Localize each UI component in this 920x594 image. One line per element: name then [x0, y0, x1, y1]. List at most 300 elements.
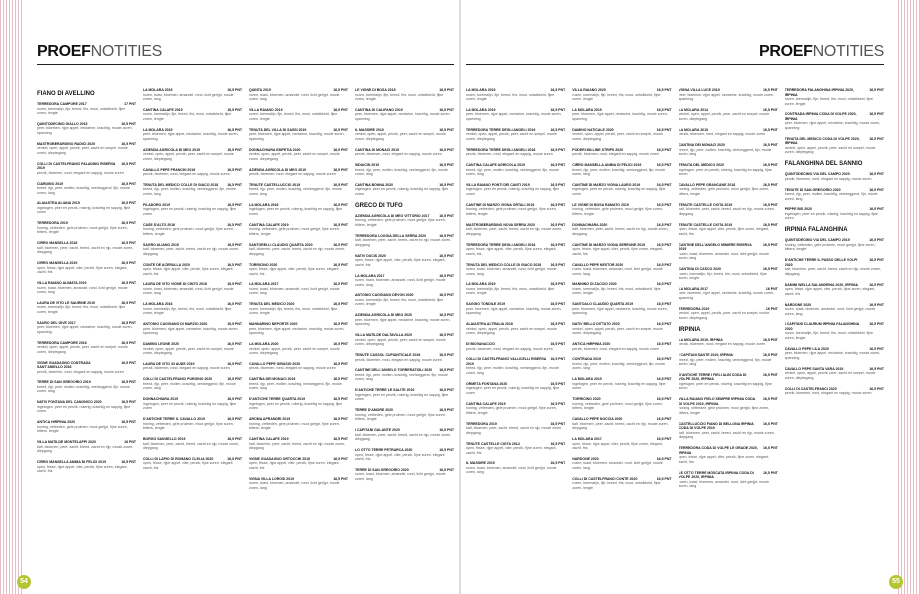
- wine-name: LA MOLARA 2019: [572, 107, 602, 112]
- wine-entry: [37, 341, 136, 355]
- wine-entry: [679, 108, 778, 122]
- tasting-note: honing, vettreden, gele pruimen, mooi gerijpt, fijne zuren, bitters, lengte: [143, 227, 234, 236]
- wine-entry: [466, 342, 565, 351]
- wine-entry: [466, 442, 565, 456]
- wine-name: TENUTA DEL MEDICO COLLE DI GIACO 2018: [143, 182, 219, 187]
- wine-score: 16,5 PNT: [333, 476, 348, 481]
- wine-entry: [37, 261, 136, 275]
- tasting-note: rozen, toast, bloemen, amandel, rond, licht gerijpt, mooie zuren, lang: [143, 92, 234, 101]
- tasting-note: perzik, bloemen, rond, elegant en sappig, mooie zuren: [572, 152, 659, 157]
- wine-entry-header: [785, 112, 884, 121]
- wine-name: LA MOLARA 2017: [572, 437, 602, 442]
- wine-name: LA MOLARA 2019: [143, 88, 173, 92]
- wine-score: 16,5 PNT: [656, 127, 672, 132]
- wine-score: 16,5 PNT: [656, 182, 672, 187]
- wine-score: 16,5 PNT: [656, 357, 672, 362]
- wine-name: TERREDORA TERRE DEGLI ANGELI 2018: [466, 147, 536, 152]
- wine-name: MANNARINO NEPORTE 2020: [249, 322, 298, 327]
- page-header: [759, 43, 884, 63]
- wine-name: LAURA DE VITO VIGNE DI CINTO 2018: [143, 282, 207, 287]
- wine-entry: [355, 468, 454, 482]
- wine-score: 16,5 PNT: [869, 322, 884, 327]
- wine-score: 16,5 PNT: [227, 417, 242, 422]
- tasting-note: venkel, open, appel, perzik, peer, zacht en soepel, mooie zuren, dieptegang: [249, 346, 340, 356]
- wine-entry: [466, 422, 565, 436]
- tasting-note: honing, vettreden, gele pruimen, mooi gerijpt, fijne zuren, bitters, lengte: [249, 421, 340, 431]
- wine-entry: [37, 380, 136, 394]
- wine-score: 16,5 PNT: [227, 182, 242, 187]
- wine-score: 16,5 PNT: [333, 262, 348, 267]
- wine-name: TENUTA DEL MEDICO CODA DI VOLPE 2020, IRPINIA: [784, 136, 860, 146]
- tasting-note: kalf, bloemen, peer, zacht, breed, zacht en rijp, mooie zuren, diepgang: [37, 245, 134, 255]
- wine-entry: [355, 353, 454, 362]
- wine-name: CONTRADA IRPINIA CODA DI VOLPE 2020, IRPINIA: [784, 112, 857, 121]
- tasting-note: honing, vettreden, gele pruimen, mooi gerijpt, fijne zuren, bitters, lengte: [784, 242, 876, 252]
- section-heading: IRPINIA FALANGHINA: [784, 227, 848, 234]
- wine-name: NATIV DUCIS 2020: [355, 253, 386, 258]
- wine-name: MASTROBERARDINO NOVA SERRA 2020: [466, 222, 535, 227]
- wine-entry: [572, 148, 671, 157]
- wine-name: CANTINA DEI MONACI 2020: [678, 143, 725, 148]
- wine-score: 16,5 PNT: [550, 182, 566, 187]
- wine-score: 16,5 PNT: [550, 127, 566, 132]
- wine-score: 16,5 PNT: [439, 408, 454, 413]
- wine-score: 16,5 PNT: [439, 368, 454, 373]
- wine-name: ANTONIO CAGGIANO DEVON 2020: [355, 293, 414, 298]
- wine-score: 16,5 PNT: [656, 222, 672, 227]
- wine-score: 16,5 PNT: [762, 143, 778, 148]
- wine-entry: [572, 128, 671, 142]
- wine-score: 16,5 PNT: [439, 428, 454, 433]
- wine-name: SAURO DEL GIVE 2017: [37, 320, 76, 325]
- wine-score: 16,5 PNT: [439, 388, 454, 393]
- wine-entry: [466, 163, 565, 177]
- wine-name: CANTINE DI MARZO VIGNA LAURO 2019: [572, 182, 641, 187]
- wine-entry: [679, 397, 778, 415]
- tasting-note: breed, rijp, peer, mollen, krachtig, veelzeggend, fijn, mooie zuren, lang: [784, 192, 878, 201]
- wine-score: 16,5 PNT: [656, 342, 672, 347]
- wine-name: CANTINA CALAFE AGRICOLA 2019: [466, 163, 525, 168]
- wine-entry: [249, 88, 348, 102]
- wine-entry: [249, 168, 348, 177]
- wine-name: VILLA RAIANO 2020: [572, 88, 606, 92]
- header-bold: PROEF: [758, 43, 813, 60]
- wine-entry: [679, 338, 778, 347]
- wine-name: MANNINO DI ZACCIO 2020: [572, 282, 617, 287]
- wine-score: 16,5 PNT: [439, 88, 454, 92]
- wine-name: CANTINE DI MARZO VIGNA ORTALI 2019: [466, 202, 535, 207]
- wine-score: 16,5 PNT: [869, 258, 884, 263]
- wine-entry: [572, 243, 671, 257]
- wine-score: 16,5 PNT: [121, 241, 136, 246]
- wine-score: 16,5 PNT: [656, 147, 672, 152]
- wine-score: 16,5 PNT: [762, 107, 778, 112]
- wine-name: CASTELLUCCIO FIANO DI BELLONA IRPINIA CODA DI VOLPE 2019: [678, 421, 754, 431]
- wine-entry: [785, 188, 884, 202]
- wine-entry-header: [679, 243, 778, 252]
- tasting-note: ingetogen, peer en perzik, rokerig, krachtig en sappig, fijne zuren: [466, 386, 560, 395]
- wine-score: 16,5 PNT: [762, 421, 778, 426]
- wine-entry: [355, 333, 454, 347]
- wine-name: CAVALLO PEPE LILA 2020: [784, 346, 829, 351]
- wine-entry: [37, 182, 136, 196]
- wine-name: VILLA RAIANO 2019: [249, 107, 283, 112]
- wine-score: 16,5 PNT: [439, 333, 454, 338]
- tasting-note: rozen, toermalijn, fijn, breed, fris, mooi, ontwikkeld, fijne zuren, lengte: [143, 306, 232, 316]
- tasting-note: perzik, bloemen, rond, elegant en sappig, mooie zuren: [37, 170, 124, 175]
- wine-name: TERREDORA CAMPORE 2016: [37, 340, 87, 345]
- wine-entry: [355, 428, 454, 442]
- wine-name: LAURA DE VITO LE SAURINE 2019: [37, 300, 95, 305]
- wine-entry: [249, 477, 348, 491]
- wine-entry: [143, 88, 242, 102]
- tasting-note: peer, bloemen, rijpe appel, nectarine, krachtig, mooie zuren, spanning: [355, 112, 451, 121]
- tasting-note: rozen, toermalijn, fijn, breed, fris, mooi, ontwikkeld, fijne zuren, lengte: [572, 286, 661, 296]
- wine-name: SANTOALO CLAUDIO QUARTA 2019: [572, 302, 634, 307]
- tasting-note: perzik, bloemen, rond, elegant en sappig, mooie zuren: [355, 357, 442, 362]
- wine-entry: [37, 420, 136, 434]
- wine-name: LA MOLARA 2016: [143, 302, 173, 307]
- wine-entry: [37, 361, 136, 375]
- column: [143, 88, 242, 576]
- wine-entry: [249, 302, 348, 316]
- wine-name: CIRRO MANSELLA ANIMA DI FELICI 2019: [572, 163, 642, 168]
- tasting-note: ingetogen, peer en perzik, rokerig, krachtig en sappig, fijne zuren: [678, 381, 772, 391]
- section-heading: FIANO DI AVELLINO: [37, 91, 95, 97]
- wine-name: COLLI DI CASTELFRANCI VALLICELLI RISERVA 2019: [466, 357, 547, 366]
- page-number: 55: [889, 575, 903, 589]
- wine-entry: [355, 128, 454, 142]
- column-area: [466, 88, 884, 576]
- wine-score: 16,5 PNT: [762, 446, 778, 451]
- wine-name: TERRE D'AMORE 2020: [355, 408, 393, 413]
- wine-score: 16,5 PNT: [656, 322, 672, 327]
- wine-name: CIRRO MANSELLA 2019: [37, 261, 78, 266]
- wine-entry: [143, 128, 242, 142]
- wine-entry: [679, 353, 778, 367]
- wine-name: CONTE DE ACERULLA 2020: [143, 262, 190, 267]
- tasting-note: venkel, open, appel, perzik, peer, zacht en soepel, mooie zuren, dieptegang: [678, 311, 770, 320]
- wine-entry: [37, 400, 136, 414]
- wine-name: LA MOLARA 2019: [572, 377, 602, 382]
- wine-score: 16,5 PNT: [227, 222, 242, 227]
- wine-score: 16,5 PNT: [656, 202, 672, 207]
- wine-score: 16,5 PNT: [550, 202, 566, 207]
- wine-score: 16,5 PNT: [656, 282, 672, 287]
- wine-name: LA MOLARA 2017: [678, 286, 708, 291]
- tasting-note: honing, vettreden, gele pruimen, mooi gerijpt, fijne zuren, bitters, lengte: [678, 406, 770, 415]
- wine-entry: [249, 322, 348, 336]
- tasting-note: honing, vettreden, gele pruimen, mooi gerijpt, fijne zuren, bitters, lengte: [678, 187, 770, 196]
- tasting-note: venkel, open, appel, perzik, peer, zacht en soepel, mooie zuren, dieptegang: [784, 145, 876, 155]
- wine-name: DAMINO LEONE 2020: [143, 342, 179, 347]
- tasting-note: rozen, toast, bloemen, amandel, rond, licht gerijpt, mooie zuren, lang: [355, 278, 446, 287]
- wine-score: 16,5 PNT: [869, 366, 884, 371]
- wine-name: VIGNA VILLA LOROSI 2019: [249, 476, 295, 481]
- wine-score: 16,5 PNT: [550, 421, 566, 426]
- wine-entry-header: [785, 88, 884, 97]
- wine-score: 16,5 PNT: [121, 281, 136, 286]
- tasting-note: ingetogen, peer en perzik, rokerig, krachtig en sappig, fijne zuren: [143, 207, 237, 216]
- wine-entry: [143, 342, 242, 356]
- wine-name: VILLA MATILDE DALTAVILLA 2020: [355, 333, 413, 338]
- tasting-note: kalf, bloemen, peer, zacht, breed, zacht en rijp, mooie zuren, diepgang: [249, 247, 346, 256]
- wine-entry: [466, 148, 565, 157]
- tasting-note: breed, rijp, peer, mollen, krachtig, veelzeggend, fijn, mooie zuren, lang: [572, 167, 666, 177]
- wine-name: PEPPE BIS 2020: [784, 207, 812, 212]
- wine-score: 16,5 PNT: [439, 213, 454, 218]
- wine-entry-header: [679, 397, 778, 406]
- wine-entry: [249, 417, 348, 431]
- tasting-note: open, frisse, rijpe appel, vlier, perzik, fijne zuren, elegant, zacht, fris: [466, 446, 557, 455]
- wine-name: LAURA DE VITO 33 AUDE 2019: [143, 361, 195, 366]
- wine-entry: [679, 373, 778, 391]
- wine-entry: [143, 263, 242, 277]
- wine-name: QUINTODECIMO VIA DEL CAMPO 2019: [784, 238, 850, 243]
- wine-score: 16,5 PNT: [656, 242, 672, 247]
- tasting-note: open, frisse, rijpe appel, vlier, perzik, fijne zuren, elegant, zacht, fris: [572, 247, 663, 256]
- wine-entry: [466, 357, 565, 375]
- wine-entry: [785, 112, 884, 130]
- wine-entry: [572, 183, 671, 197]
- wine-score: 16,5 PNT: [121, 121, 136, 126]
- tasting-note: breed, rijp, peer, mollen, krachtig, veelzeggend, fijn, mooie zuren, lang: [355, 372, 448, 382]
- wine-score: 16,5 PNT: [333, 127, 348, 132]
- tasting-note: perzik, bloemen, rond, elegant en sappig, mooie zuren: [249, 366, 336, 371]
- tasting-note: breed, rijp, peer, mollen, krachtig, veelzeggend, fijn, mooie zuren, lang: [572, 361, 666, 371]
- tasting-note: kalf, bloemen, peer, zacht, breed, zacht en rijp, mooie zuren, diepgang: [572, 227, 669, 236]
- wine-name: TERREDORA LOGGIA DELLA SERRA 2020: [355, 233, 427, 238]
- wine-score: 16,5 PNT: [869, 172, 884, 177]
- wine-entry: [249, 263, 348, 277]
- wine-entry: [466, 183, 565, 197]
- wine-name: LA MOLARA 2016: [249, 202, 279, 207]
- tasting-note: rozen, toast, bloemen, amandel, rond, licht gerijpt, mooie zuren, lang: [355, 472, 446, 481]
- wine-score: 16,5 PNT: [227, 342, 242, 347]
- wine-name: I CAPITANI CLAURUM IRPINIA FALANGHINA 2020: [784, 322, 860, 331]
- tasting-note: kalf, bloemen, peer, zacht, breed, zacht en rijp, mooie zuren, diepgang: [143, 247, 240, 256]
- wine-score: 16,5 PNT: [550, 342, 566, 347]
- wine-score: 16,5 PNT: [869, 187, 884, 192]
- wine-entry-header: [679, 373, 778, 382]
- tasting-note: breed, rijp, peer, mollen, krachtig, veelzeggend, fijn, mooie zuren, lang: [37, 384, 130, 394]
- wine-name: CAVALLO PEPE GIRASIO 2020: [249, 361, 301, 366]
- wine-entry: [572, 302, 671, 316]
- wine-name: TERREDORA TERRE DEGLI ANGELI 2019: [466, 127, 536, 132]
- tasting-note: ingetogen, peer en perzik, rokerig, krachtig en sappig, fijne zuren: [466, 187, 560, 196]
- column: [572, 88, 671, 576]
- tasting-note: open, frisse, rijpe appel, vlier, perzik, fijne zuren, elegant, zacht, fris: [678, 455, 769, 464]
- wine-entry: [37, 460, 136, 474]
- wine-name: ANTICA HIRPINIA 2020: [572, 342, 611, 347]
- wine-score: 16,5 PNT: [333, 437, 348, 442]
- wine-score: 16,5 PNT: [121, 201, 136, 206]
- tasting-note: perzik, bloemen, rond, elegant en sappig, mooie zuren: [572, 346, 659, 351]
- wine-score: 16,5 PNT: [227, 456, 242, 461]
- wine-entry: [572, 108, 671, 122]
- tasting-note: peer, bloemen, rijpe appel, nectarine, krachtig, mooie zuren, spanning: [37, 325, 133, 334]
- tasting-note: breed, rijp, peer, mollen, krachtig, veelzeggend, fijn, mooie zuren, lang: [249, 381, 342, 391]
- tasting-note: rozen, toermalijn, fijn, breed, fris, mooi, ontwikkeld, fijne zuren, lengte: [678, 271, 767, 281]
- tasting-note: kalf, bloemen, peer, zacht, breed, zacht en rijp, mooie zuren, diepgang: [355, 238, 452, 247]
- section-heading: FALANGHINA DEL SANNIO: [784, 161, 863, 168]
- wine-entry: [355, 293, 454, 307]
- wine-score: 16,5 PNT: [333, 342, 348, 347]
- wine-entry: [679, 267, 778, 281]
- wine-score: 16,5 PNT: [121, 320, 136, 325]
- wine-entry: [355, 88, 454, 102]
- wine-name: D'ANTICHE TERRE QUARTA 2019: [249, 397, 306, 402]
- tasting-note: ingetogen, peer en perzik, rokerig, krachtig en sappig, fijne zuren: [143, 401, 237, 411]
- wine-score: 16,5 PNT: [439, 233, 454, 238]
- wine-name: CIRRO MANSELLA ANIMA DI FELICI 2019: [37, 460, 107, 465]
- wine-name: LA MOLARA 2017: [355, 273, 385, 278]
- wine-score: 16,5 PNT: [121, 380, 136, 385]
- tasting-note: rozen, toast, bloemen, amandel, rond, licht gerijpt, mooie zuren, lang: [784, 307, 876, 316]
- page-edge-stripes: [0, 0, 22, 594]
- tasting-note: ingetogen, peer en perzik, rokerig, krachtig en sappig, fijne zuren: [355, 392, 449, 402]
- tasting-note: rozen, toast, bloemen, amandel, rond, licht gerijpt, mooie zuren, lang: [143, 286, 234, 296]
- wine-score: 16,5 PNT: [333, 322, 348, 327]
- wine-name: QUINTA 2019: [249, 88, 271, 92]
- tasting-note: rozen, toermalijn, fijn, breed, fris, mooi, ontwikkeld, fijne zuren, lengte: [37, 106, 126, 115]
- wine-entry-header: [143, 417, 242, 422]
- wine-score: 16,5 PNT: [333, 456, 348, 461]
- wine-entry: [572, 203, 671, 217]
- wine-name: D'ANTICHE TERRE I FIELI ALBI CODA DI VOLPE 2020, IRPINIA: [678, 372, 747, 382]
- column: [785, 88, 884, 576]
- wine-entry: [355, 108, 454, 122]
- wine-name: LA MOLARA 2019: [466, 107, 496, 112]
- wine-entry: [572, 282, 671, 296]
- tasting-note: kalf, bloemen, peer, zacht, breed, zacht en rijp, mooie zuren, diepgang: [37, 444, 134, 454]
- wine-name: TENUTE CASTELLE CIGTA 2014: [466, 441, 520, 446]
- tasting-note: peer, bloemen, rijpe appel, nectarine, krachtig, mooie zuren, spanning: [678, 291, 774, 300]
- wine-score: 16,5 PNT: [121, 420, 136, 425]
- wine-entry: [572, 397, 671, 411]
- tasting-note: venkel, open, appel, perzik, peer, zacht en soepel, mooie zuren, dieptegang: [355, 337, 446, 347]
- wine-score: 16,5 PNT: [550, 302, 566, 307]
- tasting-note: venkel, open, appel, perzik, peer, zacht en soepel, mooie zuren, dieptegang: [466, 326, 557, 336]
- wine-entry: [355, 254, 454, 268]
- wine-score: 16,5 PNT: [227, 107, 242, 112]
- tasting-note: ingetogen, peer en perzik, rokerig, krachtig en sappig, fijne zuren: [249, 401, 343, 411]
- wine-entry: [572, 477, 671, 491]
- header-rule: [37, 64, 454, 65]
- wine-entry: [143, 437, 242, 451]
- tasting-note: breed, rijp, peer, mollen, krachtig, veelzeggend, fijn, mooie zuren, lang: [249, 187, 342, 196]
- wine-score: 16,5 PNT: [121, 181, 136, 186]
- wine-name: TENUTE CASTELLE CIGTA 2019: [678, 222, 733, 227]
- wine-name: D'ANTICHE TERRE LE SALITE 2019: [355, 388, 415, 393]
- wine-score: 16,5 PNT: [656, 377, 672, 382]
- wine-entry: [355, 448, 454, 462]
- wine-entry: [679, 163, 778, 177]
- wine-score: 16,5 PNT: [869, 302, 884, 307]
- tasting-note: honing, vettreden, gele pruimen, mooi gerijpt, fijne zuren, bitters, lengte: [466, 406, 557, 415]
- wine-score: 16,5 PNT: [869, 136, 884, 141]
- wine-score: 16,5 PNT: [550, 357, 566, 362]
- wine-entry: [679, 422, 778, 440]
- wine-entry: [37, 321, 136, 335]
- wine-entry: [143, 302, 242, 316]
- tasting-note: rozen, toast, bloemen, amandel, rond, licht gerijpt, mooie zuren, lang: [37, 285, 128, 295]
- tasting-note: kalf, bloemen, peer, zacht, breed, zacht en rijp, mooie zuren, diepgang: [249, 441, 346, 451]
- wine-entry-header: [37, 162, 136, 171]
- tasting-note: kalf, bloemen, peer, zacht, breed, zacht en rijp, mooie zuren, diepgang: [466, 426, 563, 435]
- wine-score: 16,5 PNT: [227, 88, 242, 92]
- wine-entry: [785, 387, 884, 396]
- wine-name: CANTINA CALAFE 2019: [249, 222, 289, 227]
- wine-entry: [572, 263, 671, 277]
- wine-entry: [37, 301, 136, 315]
- wine-name: COLLI DI CASTELFRANCI PURGINO 2020: [143, 377, 213, 382]
- wine-entry-header: [679, 353, 778, 358]
- tasting-note: honing, vettreden, gele pruimen, mooi gerijpt, fijne zuren, bitters, lengte: [355, 412, 446, 422]
- wine-entry: [249, 148, 348, 162]
- wine-score: 16,5 PNT: [762, 470, 778, 475]
- tasting-note: open, frisse, rijpe appel, vlier, perzik, fijne zuren, elegant, zacht, fris: [355, 452, 446, 462]
- tasting-note: ingetogen, peer en perzik, rokerig, krachtig en sappig, fijne zuren: [572, 381, 666, 391]
- tasting-note: rozen, toast, bloemen, amandel, rond, licht gerijpt, mooie zuren, lang: [678, 251, 769, 261]
- wine-score: 16,5 PNT: [762, 163, 778, 168]
- wine-entry: [466, 322, 565, 336]
- wine-score: 16,5 PNT: [227, 202, 242, 207]
- wine-entry: [466, 282, 565, 296]
- wine-name: LE VIGNE DI BOSA RAMATO 2019: [572, 202, 629, 207]
- tasting-note: kalf, bloemen, peer, zacht, breed, zacht en rijp, mooie zuren, diepgang: [143, 441, 240, 451]
- wine-name: CAVALLO PEPE GRANCANE 2018: [678, 182, 736, 187]
- wine-score: 16,5 PNT: [333, 202, 348, 207]
- tasting-note: rozen, toermalijn, fijn, breed, fris, mooi, ontwikkeld, fijne zuren, lengte: [784, 97, 874, 106]
- wine-entry-header: [355, 353, 454, 358]
- wine-entry-header: [466, 163, 565, 168]
- wine-score: 16,5 PNT: [550, 222, 566, 227]
- wine-name: IL MASSIRE 2019: [466, 461, 495, 466]
- wine-name: QUINTODECIMO VIA DEL CAMPO 2020: [784, 172, 850, 177]
- wine-name: I CAPITANI SANTE 2019, IRPINIA: [678, 353, 734, 358]
- page-number: 54: [17, 575, 31, 589]
- wine-score: 16,5 PNT: [550, 107, 566, 112]
- tasting-note: peer, bloemen, rijpe appel, nectarine, krachtig, mooie zuren, spanning: [572, 306, 668, 316]
- wine-name: VILLA RAIANO ALIMATA 2019: [37, 281, 87, 286]
- wine-entry-header: [679, 422, 778, 431]
- tasting-note: open, frisse, rijpe appel, vlier, perzik, fijne zuren, elegant, zacht, fris: [678, 227, 769, 236]
- wine-name: ALAIASTRA ALTRALIA 2018: [466, 322, 513, 327]
- wine-score: 16,5 PNT: [656, 437, 672, 442]
- wine-name: NARDONE 2020: [572, 456, 599, 461]
- wine-score: 16,5 PNT: [121, 400, 136, 405]
- tasting-note: honing, vettreden, gele pruimen, mooi gerijpt, fijne zuren, bitters, lengte: [249, 227, 340, 236]
- wine-name: ALAIASTRA ALIANA 2019: [37, 201, 80, 206]
- tasting-note: peer, bloemen, rijpe appel, nectarine, krachtig, mooie zuren, spanning: [355, 317, 451, 327]
- wine-name: LA MOLARA 2019: [143, 127, 173, 132]
- wine-score: 16,5 PNT: [439, 313, 454, 318]
- wine-name: NATIV FONTANA DEL CANONICO 2020: [37, 400, 102, 405]
- wine-name: CANTINA BONNA 2020: [355, 182, 394, 187]
- tasting-note: honing, vettreden, gele pruimen, mooi gerijpt, fijne zuren, bitters, lengte: [572, 207, 663, 216]
- wine-name: CANTINE DELL'ANGELO MINIERE RISERVA 2019: [678, 242, 752, 252]
- wine-name: SANTORELLI CLAUDIO QUARTA 2020: [249, 242, 313, 247]
- wine-name: TORRICINO 2020: [572, 397, 601, 402]
- wine-entry: [143, 243, 242, 257]
- wine-entry-header: [785, 172, 884, 177]
- tasting-note: breed, rijp, peer, mollen, krachtig, veelzeggend, fijn, mooie zuren, lang: [466, 366, 559, 375]
- tasting-note: venkel, open, appel, perzik, peer, zacht en soepel, mooie zuren, dieptegang: [678, 112, 770, 121]
- tasting-note: rozen, toermalijn, fijn, breed, fris, mooi, ontwikkeld, fijne zuren, lengte: [249, 306, 338, 316]
- wine-name: TORRICINO 2020: [249, 262, 278, 267]
- header-bold: PROEF: [37, 43, 91, 60]
